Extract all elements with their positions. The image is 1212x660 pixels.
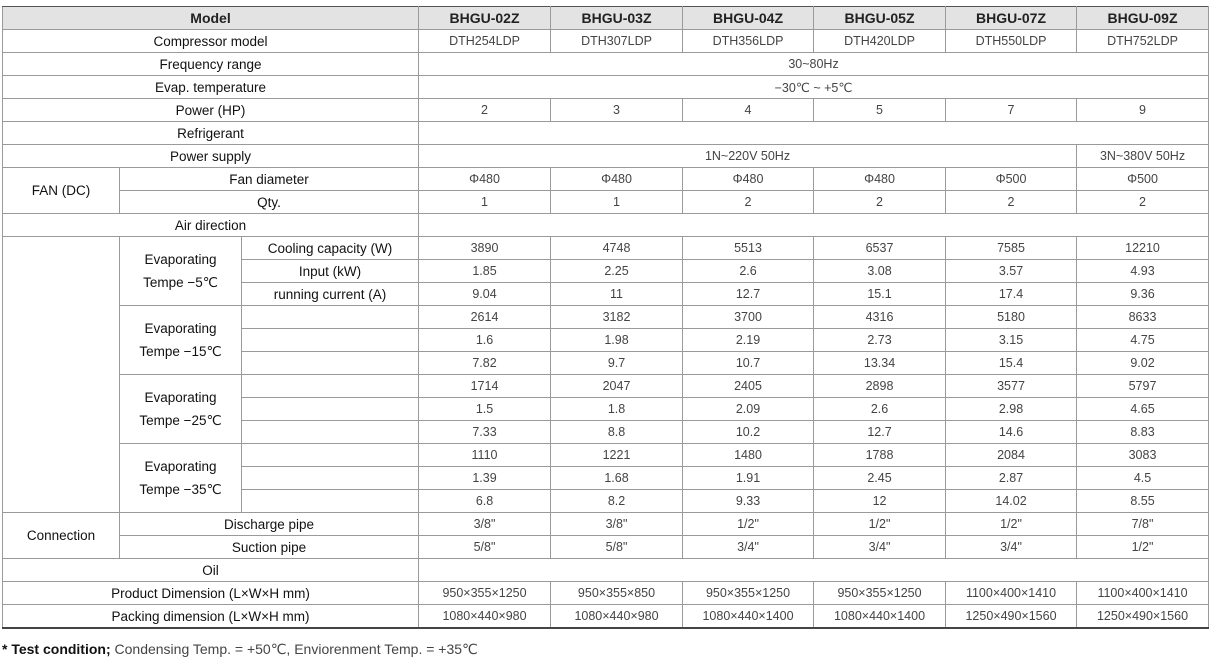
packing-dimension-value: 1080×440×1400 xyxy=(683,605,814,629)
model-column-header: BHGU-02Z xyxy=(419,7,551,30)
performance-metric-label: Input (kW) xyxy=(242,260,419,283)
product-dimension-row xyxy=(3,582,1209,605)
performance-metric-label: running current (A) xyxy=(242,283,419,306)
power-hp-label: Power (HP) xyxy=(3,99,419,122)
performance-value: 2.73 xyxy=(814,329,946,352)
discharge-pipe-value: 7/8" xyxy=(1077,513,1209,536)
performance-metric-label xyxy=(242,467,419,490)
performance-value: 9.02 xyxy=(1077,352,1209,375)
power-hp-value: 3 xyxy=(551,99,683,122)
note-text: Condensing Temp. = +50℃, Enviorenment Temp. = +35℃ xyxy=(110,641,478,657)
model-column-header: BHGU-07Z xyxy=(946,7,1077,30)
product-dimension-value: 950×355×1250 xyxy=(814,582,946,605)
performance-value: 3.57 xyxy=(946,260,1077,283)
model-column-header: BHGU-03Z xyxy=(551,7,683,30)
evaporating-temp-label xyxy=(120,444,242,513)
air-direction-label: Air direction xyxy=(3,214,419,237)
packing-dimension-value: 1250×490×1560 xyxy=(1077,605,1209,629)
performance-value: 12210 xyxy=(1077,237,1209,260)
performance-value: 8.83 xyxy=(1077,421,1209,444)
compressor-value: DTH356LDP xyxy=(683,30,814,53)
performance-value: 1.5 xyxy=(419,398,551,421)
discharge-pipe-label: Discharge pipe xyxy=(120,513,419,536)
performance-value: 12.7 xyxy=(683,283,814,306)
evaporating-temp-label xyxy=(120,375,242,444)
performance-value: 9.04 xyxy=(419,283,551,306)
performance-value: 1.6 xyxy=(419,329,551,352)
performance-value: 10.7 xyxy=(683,352,814,375)
performance-value: 1.39 xyxy=(419,467,551,490)
air-direction-row xyxy=(3,214,1209,237)
performance-value: 12 xyxy=(814,490,946,513)
performance-metric-label xyxy=(242,375,419,398)
performance-value: 2614 xyxy=(419,306,551,329)
performance-value: 2.25 xyxy=(551,260,683,283)
performance-value: 3577 xyxy=(946,375,1077,398)
packing-dimension-value: 1080×440×980 xyxy=(419,605,551,629)
fan-diameter-value: Φ480 xyxy=(551,168,683,191)
fan-qty-value: 2 xyxy=(946,191,1077,214)
performance-value: 15.1 xyxy=(814,283,946,306)
performance-metric-label xyxy=(242,490,419,513)
performance-value: 3890 xyxy=(419,237,551,260)
fan-diameter-value: Φ480 xyxy=(814,168,946,191)
product-dimension-value: 1100×400×1410 xyxy=(1077,582,1209,605)
note-label: * Test condition; xyxy=(2,641,111,657)
performance-value: 1788 xyxy=(814,444,946,467)
performance-value: 10.2 xyxy=(683,421,814,444)
evap-temp-value: −30℃ ~ +5℃ xyxy=(419,76,1209,99)
performance-value: 13.34 xyxy=(814,352,946,375)
performance-value: 1480 xyxy=(683,444,814,467)
performance-value: 6.8 xyxy=(419,490,551,513)
suction-row xyxy=(3,536,1209,559)
model-header: Model xyxy=(3,7,419,30)
fan-diameter-value: Φ480 xyxy=(683,168,814,191)
evaporating-line2: Tempe −35℃ xyxy=(139,482,222,497)
performance-value: 2.6 xyxy=(683,260,814,283)
discharge-row xyxy=(3,513,1209,536)
performance-value: 8.8 xyxy=(551,421,683,444)
spec-table xyxy=(2,6,1209,629)
model-column-header: BHGU-05Z xyxy=(814,7,946,30)
performance-value: 1110 xyxy=(419,444,551,467)
fan-qty-value: 1 xyxy=(551,191,683,214)
fan-qty-row xyxy=(3,191,1209,214)
suction-pipe-value: 5/8" xyxy=(419,536,551,559)
header-row xyxy=(3,7,1209,30)
performance-metric-label xyxy=(242,306,419,329)
power-supply-value: 3N~380V 50Hz xyxy=(1077,145,1209,168)
air-direction-value xyxy=(419,214,1209,237)
suction-pipe-value: 5/8" xyxy=(551,536,683,559)
compressor-value: DTH550LDP xyxy=(946,30,1077,53)
performance-value: 7585 xyxy=(946,237,1077,260)
evaporating-line2: Tempe −15℃ xyxy=(139,344,222,359)
product-dimension-value: 950×355×1250 xyxy=(683,582,814,605)
suction-pipe-value: 3/4" xyxy=(683,536,814,559)
power-supply-label: Power supply xyxy=(3,145,419,168)
performance-blank-cell xyxy=(3,237,120,513)
performance-value: 6537 xyxy=(814,237,946,260)
suction-pipe-value: 3/4" xyxy=(946,536,1077,559)
compressor-value: DTH420LDP xyxy=(814,30,946,53)
performance-value: 17.4 xyxy=(946,283,1077,306)
model-column-header: BHGU-09Z xyxy=(1077,7,1209,30)
oil-value xyxy=(419,559,1209,582)
performance-value: 8.2 xyxy=(551,490,683,513)
power-supply-value: 1N~220V 50Hz xyxy=(419,145,1077,168)
oil-label: Oil xyxy=(3,559,419,582)
evap-temp-row xyxy=(3,76,1209,99)
performance-value: 1714 xyxy=(419,375,551,398)
performance-metric-label xyxy=(242,329,419,352)
fan-qty-value: 2 xyxy=(814,191,946,214)
performance-row xyxy=(3,306,1209,329)
evaporating-temp-label xyxy=(120,237,242,306)
performance-value: 3.15 xyxy=(946,329,1077,352)
power-hp-value: 4 xyxy=(683,99,814,122)
test-condition-note xyxy=(2,641,478,658)
discharge-pipe-value: 1/2" xyxy=(946,513,1077,536)
power-hp-value: 9 xyxy=(1077,99,1209,122)
performance-value: 2405 xyxy=(683,375,814,398)
performance-value: 14.6 xyxy=(946,421,1077,444)
product-dimension-value: 950×355×1250 xyxy=(419,582,551,605)
performance-metric-label: Cooling capacity (W) xyxy=(242,237,419,260)
performance-value: 3.08 xyxy=(814,260,946,283)
evaporating-line1: Evaporating xyxy=(144,252,217,267)
performance-value: 8.55 xyxy=(1077,490,1209,513)
compressor-value: DTH752LDP xyxy=(1077,30,1209,53)
performance-metric-label xyxy=(242,352,419,375)
performance-value: 8633 xyxy=(1077,306,1209,329)
product-dimension-value: 950×355×850 xyxy=(551,582,683,605)
performance-row xyxy=(3,444,1209,467)
fan-diameter-label: Fan diameter xyxy=(120,168,419,191)
performance-value: 5797 xyxy=(1077,375,1209,398)
frequency-value: 30~80Hz xyxy=(419,53,1209,76)
performance-value: 1.85 xyxy=(419,260,551,283)
fan-diameter-row xyxy=(3,168,1209,191)
evaporating-line2: Tempe −5℃ xyxy=(143,275,218,290)
performance-row xyxy=(3,237,1209,260)
performance-value: 2.98 xyxy=(946,398,1077,421)
model-column-header: BHGU-04Z xyxy=(683,7,814,30)
discharge-pipe-value: 3/8" xyxy=(551,513,683,536)
refrigerant-label: Refrigerant xyxy=(3,122,419,145)
compressor-value: DTH254LDP xyxy=(419,30,551,53)
refrigerant-value xyxy=(419,122,1209,145)
packing-dimension-value: 1250×490×1560 xyxy=(946,605,1077,629)
performance-value: 1221 xyxy=(551,444,683,467)
suction-pipe-value: 1/2" xyxy=(1077,536,1209,559)
packing-dimension-row xyxy=(3,605,1209,629)
performance-value: 1.98 xyxy=(551,329,683,352)
frequency-row xyxy=(3,53,1209,76)
spec-table-body xyxy=(3,7,1209,629)
oil-row xyxy=(3,559,1209,582)
performance-value: 15.4 xyxy=(946,352,1077,375)
frequency-label: Frequency range xyxy=(3,53,419,76)
fan-qty-value: 1 xyxy=(419,191,551,214)
compressor-label: Compressor model xyxy=(3,30,419,53)
performance-value: 4.93 xyxy=(1077,260,1209,283)
product-dimension-value: 1100×400×1410 xyxy=(946,582,1077,605)
performance-value: 2.19 xyxy=(683,329,814,352)
performance-value: 7.33 xyxy=(419,421,551,444)
suction-pipe-value: 3/4" xyxy=(814,536,946,559)
fan-qty-value: 2 xyxy=(683,191,814,214)
packing-dimension-value: 1080×440×980 xyxy=(551,605,683,629)
suction-pipe-label: Suction pipe xyxy=(120,536,419,559)
performance-value: 9.36 xyxy=(1077,283,1209,306)
performance-metric-label xyxy=(242,444,419,467)
performance-value: 2898 xyxy=(814,375,946,398)
evaporating-line2: Tempe −25℃ xyxy=(139,413,222,428)
packing-dimension-value: 1080×440×1400 xyxy=(814,605,946,629)
performance-value: 4316 xyxy=(814,306,946,329)
performance-value: 4.5 xyxy=(1077,467,1209,490)
performance-metric-label xyxy=(242,421,419,444)
performance-value: 4.65 xyxy=(1077,398,1209,421)
fan-diameter-value: Φ500 xyxy=(946,168,1077,191)
discharge-pipe-value: 3/8" xyxy=(419,513,551,536)
evap-temp-label: Evap. temperature xyxy=(3,76,419,99)
evaporating-line1: Evaporating xyxy=(144,390,217,405)
performance-value: 2.09 xyxy=(683,398,814,421)
performance-value: 2.87 xyxy=(946,467,1077,490)
performance-value: 12.7 xyxy=(814,421,946,444)
performance-value: 3182 xyxy=(551,306,683,329)
performance-value: 9.7 xyxy=(551,352,683,375)
power-hp-row xyxy=(3,99,1209,122)
performance-value: 2.6 xyxy=(814,398,946,421)
performance-value: 2084 xyxy=(946,444,1077,467)
performance-row xyxy=(3,375,1209,398)
performance-value: 3083 xyxy=(1077,444,1209,467)
performance-value: 2.45 xyxy=(814,467,946,490)
performance-metric-label xyxy=(242,398,419,421)
compressor-value: DTH307LDP xyxy=(551,30,683,53)
power-supply-row xyxy=(3,145,1209,168)
performance-value: 5180 xyxy=(946,306,1077,329)
performance-value: 9.33 xyxy=(683,490,814,513)
fan-label: FAN (DC) xyxy=(3,168,120,214)
power-hp-value: 2 xyxy=(419,99,551,122)
compressor-row xyxy=(3,30,1209,53)
evaporating-line1: Evaporating xyxy=(144,321,217,336)
fan-diameter-value: Φ480 xyxy=(419,168,551,191)
fan-diameter-value: Φ500 xyxy=(1077,168,1209,191)
performance-value: 14.02 xyxy=(946,490,1077,513)
evaporating-temp-label xyxy=(120,306,242,375)
discharge-pipe-value: 1/2" xyxy=(814,513,946,536)
performance-value: 2047 xyxy=(551,375,683,398)
connection-label: Connection xyxy=(3,513,120,559)
product-dimension-label: Product Dimension (L×W×H mm) xyxy=(3,582,419,605)
power-hp-value: 7 xyxy=(946,99,1077,122)
refrigerant-row xyxy=(3,122,1209,145)
performance-value: 4748 xyxy=(551,237,683,260)
performance-value: 1.68 xyxy=(551,467,683,490)
discharge-pipe-value: 1/2" xyxy=(683,513,814,536)
performance-value: 3700 xyxy=(683,306,814,329)
fan-qty-value: 2 xyxy=(1077,191,1209,214)
performance-value: 4.75 xyxy=(1077,329,1209,352)
power-hp-value: 5 xyxy=(814,99,946,122)
performance-value: 5513 xyxy=(683,237,814,260)
performance-value: 7.82 xyxy=(419,352,551,375)
fan-qty-label: Qty. xyxy=(120,191,419,214)
performance-value: 11 xyxy=(551,283,683,306)
packing-dimension-label: Packing dimension (L×W×H mm) xyxy=(3,605,419,629)
performance-value: 1.8 xyxy=(551,398,683,421)
evaporating-line1: Evaporating xyxy=(144,459,217,474)
performance-value: 1.91 xyxy=(683,467,814,490)
